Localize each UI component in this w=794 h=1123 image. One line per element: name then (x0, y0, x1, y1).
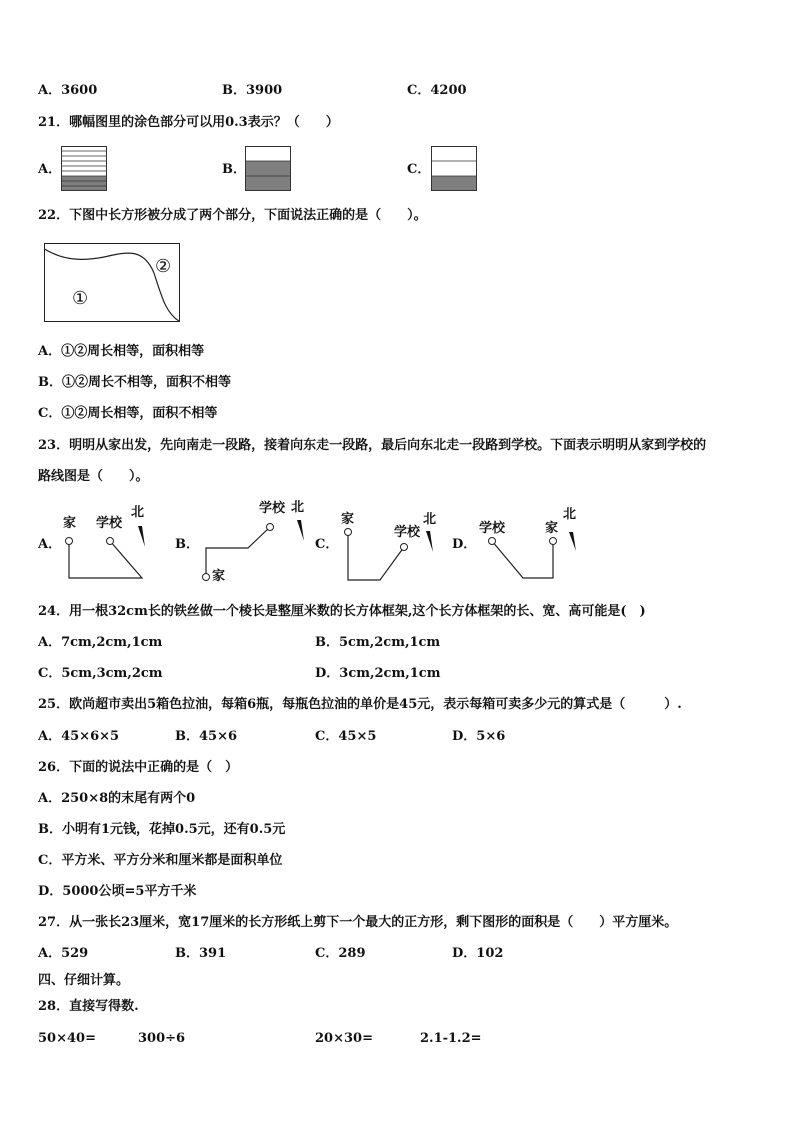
q24-question: 24．用一根32cm长的铁丝做一个棱长是整厘米数的长方体框架,这个长方体框架的长、宽、高可能是( ) (38, 604, 646, 619)
q23-a-north-label: 北 (131, 505, 145, 520)
q23-a-home-label: 家 (63, 516, 77, 531)
q21-label-b: B． (222, 162, 246, 177)
q28-item-3: 20×30= (315, 1031, 373, 1046)
q26-option-b: B．小明有1元钱，花掉0.5元，还有0.5元 (38, 822, 286, 837)
q21-label-c: C． (407, 162, 431, 177)
q28-question: 28．直接写得数. (38, 999, 139, 1014)
q23-label-c: C． (315, 537, 339, 552)
q21-label-a: A． (38, 162, 62, 177)
q27-option-a: A．529 (38, 946, 89, 961)
q27-option-d: D．102 (452, 946, 504, 961)
q26-option-c: C．平方米、平方分米和厘米都是面积单位 (38, 853, 283, 868)
q22-option-b: B．①②周长不相等，面积不相等 (38, 375, 231, 390)
q25-question: 25．欧尚超市卖出5箱色拉油，每箱6瓶，每瓶色拉油的单价是45元，表示每箱可卖多少元的算式是（ ）. (38, 697, 682, 712)
q23-route-d (482, 530, 587, 585)
q23-label-a: A． (38, 537, 62, 552)
q24-option-d: D．3cm,2cm,1cm (315, 666, 441, 681)
q20-option-c: C．4200 (407, 83, 467, 98)
q25-option-a: A．45×6×5 (38, 729, 120, 744)
q28-item-2: 300÷6 (138, 1031, 186, 1046)
q23-c-school-label: 学校 (394, 525, 421, 540)
q21-figure-b (245, 146, 292, 192)
q23-d-home-label: 家 (545, 521, 559, 536)
q22-option-a: A．①②周长相等，面积相等 (38, 344, 205, 359)
q25-option-c: C．45×5 (315, 729, 377, 744)
section-heading: 四、仔细计算。 (38, 973, 130, 988)
q27-option-b: B．391 (175, 946, 227, 961)
q24-option-a: A．7cm,2cm,1cm (38, 635, 163, 650)
q23-c-home-label: 家 (341, 512, 355, 527)
q25-option-d: D．5×6 (452, 729, 506, 744)
q26-option-d: D．5000公顷=5平方千米 (38, 884, 197, 899)
q23-label-d: D． (452, 537, 477, 552)
q23-d-north-label: 北 (563, 507, 577, 522)
q22-region-2-label: ② (155, 256, 172, 277)
q25-option-b: B．45×6 (175, 729, 238, 744)
q21-question: 21．哪幅图里的涂色部分可以用0.3表示？（ ） (38, 115, 339, 130)
q23-label-b: B． (175, 537, 199, 552)
q23-route-a (60, 530, 160, 585)
q27-option-c: C．289 (315, 946, 366, 961)
q27-question: 27．从一张长23厘米，宽17厘米的长方形纸上剪下一个最大的正方形，剩下图形的面积是（ ）平方厘米。 (38, 915, 678, 930)
q20-option-b: B．3900 (222, 83, 283, 98)
q28-item-4: 2.1-1.2= (420, 1031, 482, 1046)
q23-d-school-label: 学校 (479, 521, 506, 536)
q21-figure-a (61, 146, 108, 192)
q23-b-school-label: 学校 (259, 501, 286, 516)
q22-option-c: C．①②周长相等，面积不相等 (38, 406, 218, 421)
q23-question-line1: 23．明明从家出发，先向南走一段路，接着向东走一段路，最后向东北走一段路到学校。下面表示明明从家到学校的 (38, 438, 707, 453)
q26-option-a: A．250×8的末尾有两个0 (38, 791, 196, 806)
q23-b-home-label: 家 (212, 569, 226, 584)
q24-option-c: C．5cm,3cm,2cm (38, 666, 163, 681)
q21-figure-c (431, 146, 478, 192)
q22-question: 22．下图中长方形被分成了两个部分，下面说法正确的是（ ）。 (38, 208, 427, 223)
q22-region-1-label: ① (72, 288, 89, 309)
q26-question: 26．下面的说法中正确的是（ ） (38, 760, 239, 775)
q23-b-north-label: 北 (291, 500, 305, 515)
q23-question-line2: 路线图是（ ）。 (38, 469, 149, 484)
q23-route-c (338, 520, 443, 585)
q28-item-1: 50×40= (38, 1031, 96, 1046)
q22-rectangle-figure (44, 243, 182, 323)
q24-option-b: B．5cm,2cm,1cm (315, 635, 441, 650)
q23-c-north-label: 北 (423, 512, 437, 527)
q20-option-a: A．3600 (38, 83, 98, 98)
q23-a-school-label: 学校 (96, 516, 123, 531)
